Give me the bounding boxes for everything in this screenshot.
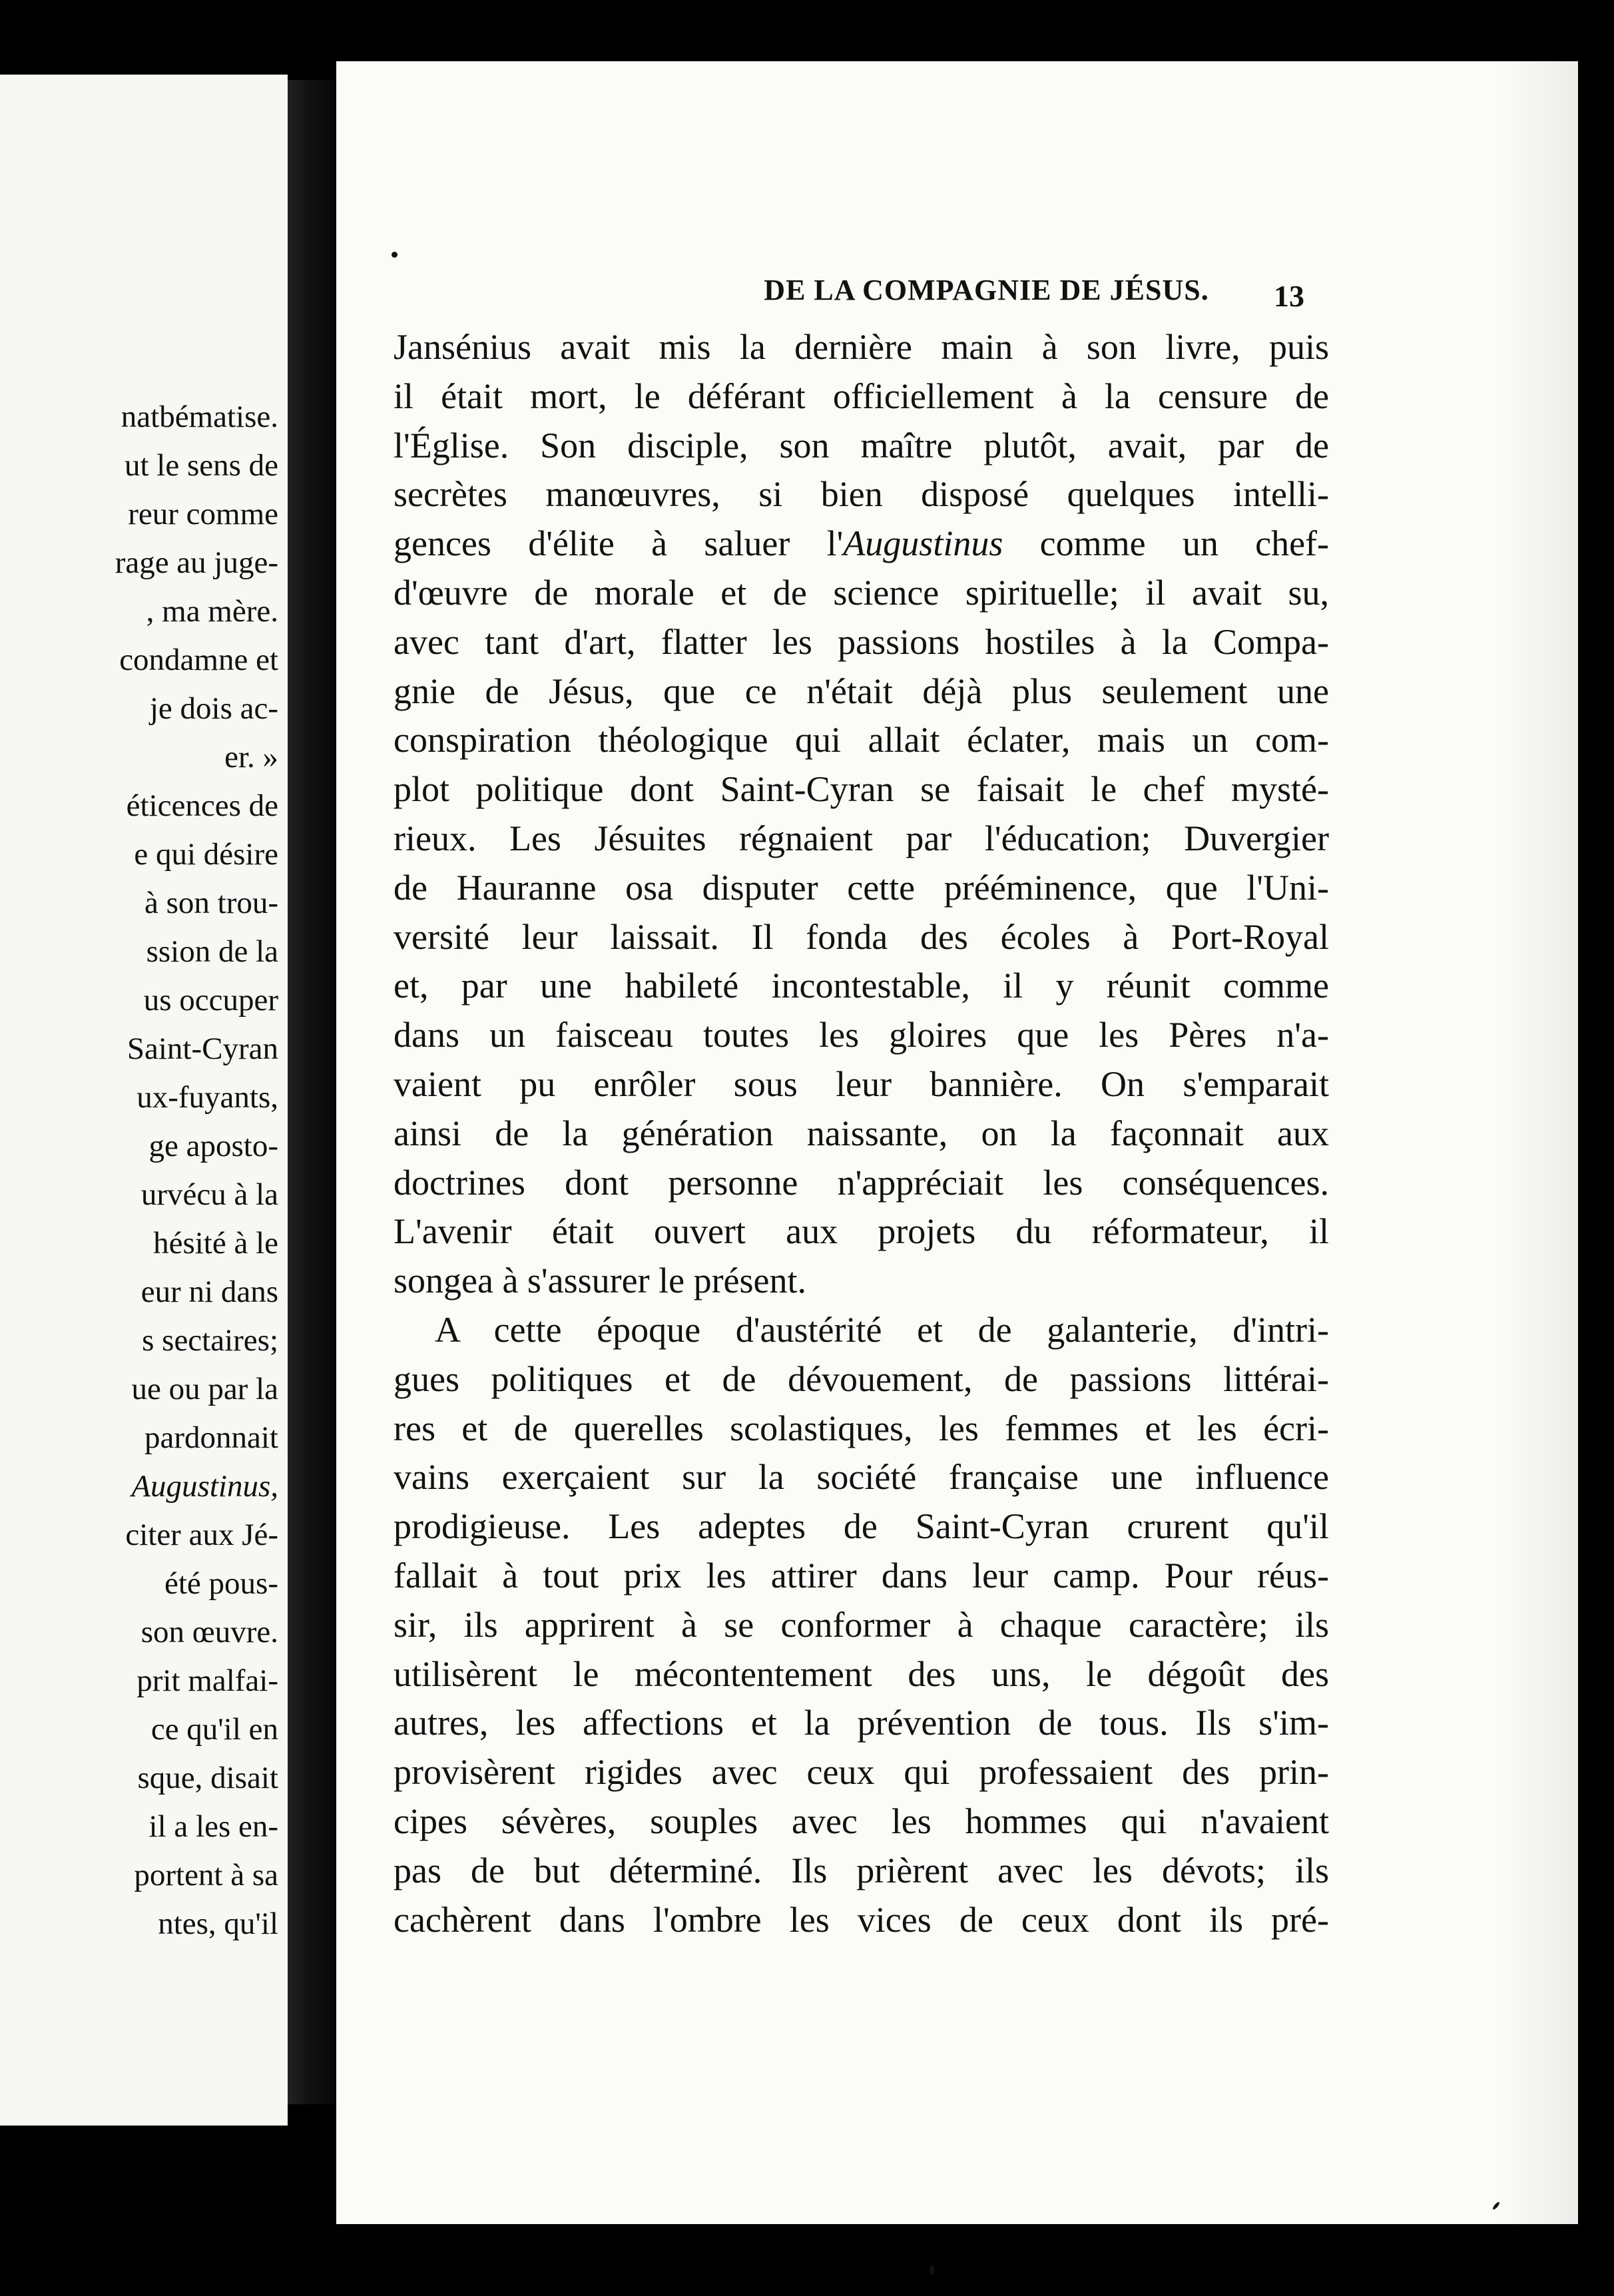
body-text (394, 323, 1329, 1944)
left-page-line: ut le sens de (124, 448, 278, 483)
left-page-line: été pous- (164, 1566, 278, 1601)
left-page-line: , ma mère. (146, 594, 278, 629)
text-line-segment: cachèrent dans l'ombre les vices de ceux dont ils pré- (394, 1899, 1329, 1940)
left-page-line: je dois ac- (149, 691, 278, 726)
text-line-segment: plot politique dont Saint-Cyran se faisait le chef mysté- (394, 769, 1329, 810)
text-line (394, 962, 1329, 1011)
text-line-segment: et, par une habileté incontestable, il y réunit comme (394, 966, 1329, 1006)
text-line-segment: provisèrent rigides avec ceux qui professaient des prin- (394, 1752, 1329, 1793)
text-line-segment: Jansénius avait mis la dernière main à son livre, puis (394, 327, 1329, 367)
left-page-line: rage au juge- (115, 545, 278, 580)
text-line (394, 1109, 1329, 1159)
text-line (394, 569, 1329, 618)
text-line-segment: doctrines dont personne n'appréciait les conséquences. (394, 1162, 1329, 1203)
text-line-segment: vains exerçaient sur la société française une influence (394, 1457, 1329, 1498)
text-line-segment: res et de querelles scolastiques, les femmes et les écri- (394, 1408, 1329, 1448)
left-page-line: us occuper (143, 983, 278, 1017)
text-line (394, 519, 1329, 569)
text-line (394, 864, 1329, 913)
text-line-segment: vaient pu enrôler sous leur bannière. On s'emparait (394, 1063, 1329, 1104)
left-page-line: citer aux Jé- (125, 1518, 278, 1552)
left-page-line: Augustinus, (131, 1469, 278, 1504)
text-line (394, 716, 1329, 765)
text-line-segment: L'avenir était ouvert aux projets du réformateur, il (394, 1211, 1329, 1252)
text-line-segment: autres, les affections et la prévention de tous. Ils s'im- (394, 1703, 1329, 1743)
right-page (336, 61, 1578, 2224)
text-line (394, 1453, 1329, 1502)
scan-speck (392, 252, 398, 258)
text-line (394, 470, 1329, 519)
text-line (394, 1207, 1329, 1257)
text-line (394, 1699, 1329, 1748)
text-line (394, 1060, 1329, 1109)
book-gutter (288, 80, 341, 2104)
left-page-line: ce qu'il en (150, 1712, 278, 1747)
text-line (394, 1797, 1329, 1847)
left-page-line: portent à sa (134, 1858, 278, 1892)
text-line (394, 1159, 1329, 1208)
text-line (394, 1847, 1329, 1896)
left-page-line: pardonnait (144, 1420, 278, 1455)
text-line-segment: fallait à tout prix les attirer dans leur camp. Pour réus- (394, 1555, 1329, 1595)
page-number: 13 (1274, 279, 1304, 313)
text-line-segment: versité leur laissait. Il fonda des écoles à Port-Royal (394, 916, 1329, 957)
text-line (394, 1650, 1329, 1699)
text-line-segment: comme un chef- (1003, 523, 1329, 564)
left-page (0, 75, 288, 2126)
left-page-line: hésité à le (153, 1226, 278, 1261)
text-line-segment: songea à s'assurer le présent. (394, 1261, 806, 1301)
text-line (394, 1404, 1329, 1454)
left-page-line: ue ou par la (131, 1372, 278, 1406)
text-line (394, 372, 1329, 422)
left-page-line: eur ni dans (140, 1275, 278, 1309)
text-line-segment: A cette époque d'austérité et de galanterie, d'intri- (435, 1309, 1329, 1350)
left-page-line: son œuvre. (140, 1615, 278, 1649)
italic-title: Augustinus (843, 523, 1003, 564)
left-page-line: natbématise. (121, 400, 278, 434)
text-line (394, 1896, 1329, 1945)
left-page-line: condamne et (119, 643, 278, 677)
text-line-segment: dans un faisceau toutes les gloires que les Pères n'a- (394, 1015, 1329, 1055)
text-line (394, 913, 1329, 962)
text-line (394, 1552, 1329, 1601)
text-line-segment: prodigieuse. Les adeptes de Saint-Cyran crurent qu'il (394, 1506, 1329, 1547)
text-line (394, 1601, 1329, 1650)
text-line-segment: secrètes manœuvres, si bien disposé quelques intelli- (394, 474, 1329, 515)
left-page-text (115, 393, 278, 1948)
text-line-segment: il était mort, le déférant officiellement à la censure de (394, 376, 1329, 416)
text-line (394, 1748, 1329, 1797)
text-line-segment: ainsi de la génération naissante, on la façonnait aux (394, 1113, 1329, 1153)
text-line (394, 765, 1329, 814)
text-line-segment: d'œuvre de morale et de science spirituelle; il avait su, (394, 572, 1329, 613)
text-line (394, 1257, 1329, 1306)
left-page-line: Saint-Cyran (127, 1031, 278, 1066)
text-line-segment: de Hauranne osa disputer cette prééminence, que l'Uni- (394, 867, 1329, 908)
left-page-line: e qui désire (134, 837, 278, 872)
running-head-text: DE LA COMPAGNIE DE JÉSUS. (764, 274, 1209, 306)
text-line-segment: gues politiques et de dévouement, de passions littérai- (394, 1358, 1329, 1399)
left-page-line: urvécu à la (140, 1177, 278, 1212)
left-page-line: ge aposto- (148, 1129, 278, 1163)
text-line (394, 667, 1329, 717)
left-page-line: à son trou- (144, 886, 278, 920)
left-page-line: ntes, qu'il (158, 1906, 278, 1941)
text-line-segment: cipes sévères, souples avec les hommes qui n'avaient (394, 1801, 1329, 1841)
scan-speck (930, 2265, 934, 2275)
text-line (394, 1011, 1329, 1060)
text-line-segment: avec tant d'art, flatter les passions hostiles à la Compa- (394, 621, 1329, 662)
left-page-line: ssion de la (146, 934, 278, 969)
left-page-line: er. » (224, 740, 278, 774)
text-line (394, 323, 1329, 372)
text-line (394, 814, 1329, 864)
text-line-segment: l'Église. Son disciple, son maître plutôt, avait, par de (394, 425, 1329, 465)
text-line-segment: sir, ils apprirent à se conformer à chaque caractère; ils (394, 1604, 1329, 1645)
text-line-segment: utilisèrent le mécontentement des uns, le dégoût des (394, 1653, 1329, 1694)
running-head (336, 273, 1318, 307)
text-line (394, 1306, 1329, 1355)
text-line-segment: rieux. Les Jésuites régnaient par l'éducation; Duvergier (394, 818, 1329, 858)
text-line (394, 1502, 1329, 1552)
left-page-line: éticences de (126, 788, 278, 823)
text-line (394, 1355, 1329, 1404)
left-page-line: il a les en- (148, 1809, 278, 1844)
left-page-line: s sectaires; (142, 1323, 278, 1358)
left-page-line: sque, disait (137, 1761, 278, 1795)
text-line-segment: pas de but déterminé. Ils prièrent avec les dévots; ils (394, 1850, 1329, 1890)
left-page-line: reur comme (128, 497, 278, 531)
text-line (394, 618, 1329, 667)
text-line-segment: gences d'élite à saluer l' (394, 523, 844, 564)
text-line-segment: conspiration théologique qui allait éclater, mais un com- (394, 720, 1329, 760)
text-line (394, 422, 1329, 471)
text-line-segment: gnie de Jésus, que ce n'était déjà plus seulement une (394, 671, 1329, 711)
left-page-line: prit malfai- (136, 1663, 278, 1698)
left-page-line: ux-fuyants, (136, 1080, 278, 1115)
